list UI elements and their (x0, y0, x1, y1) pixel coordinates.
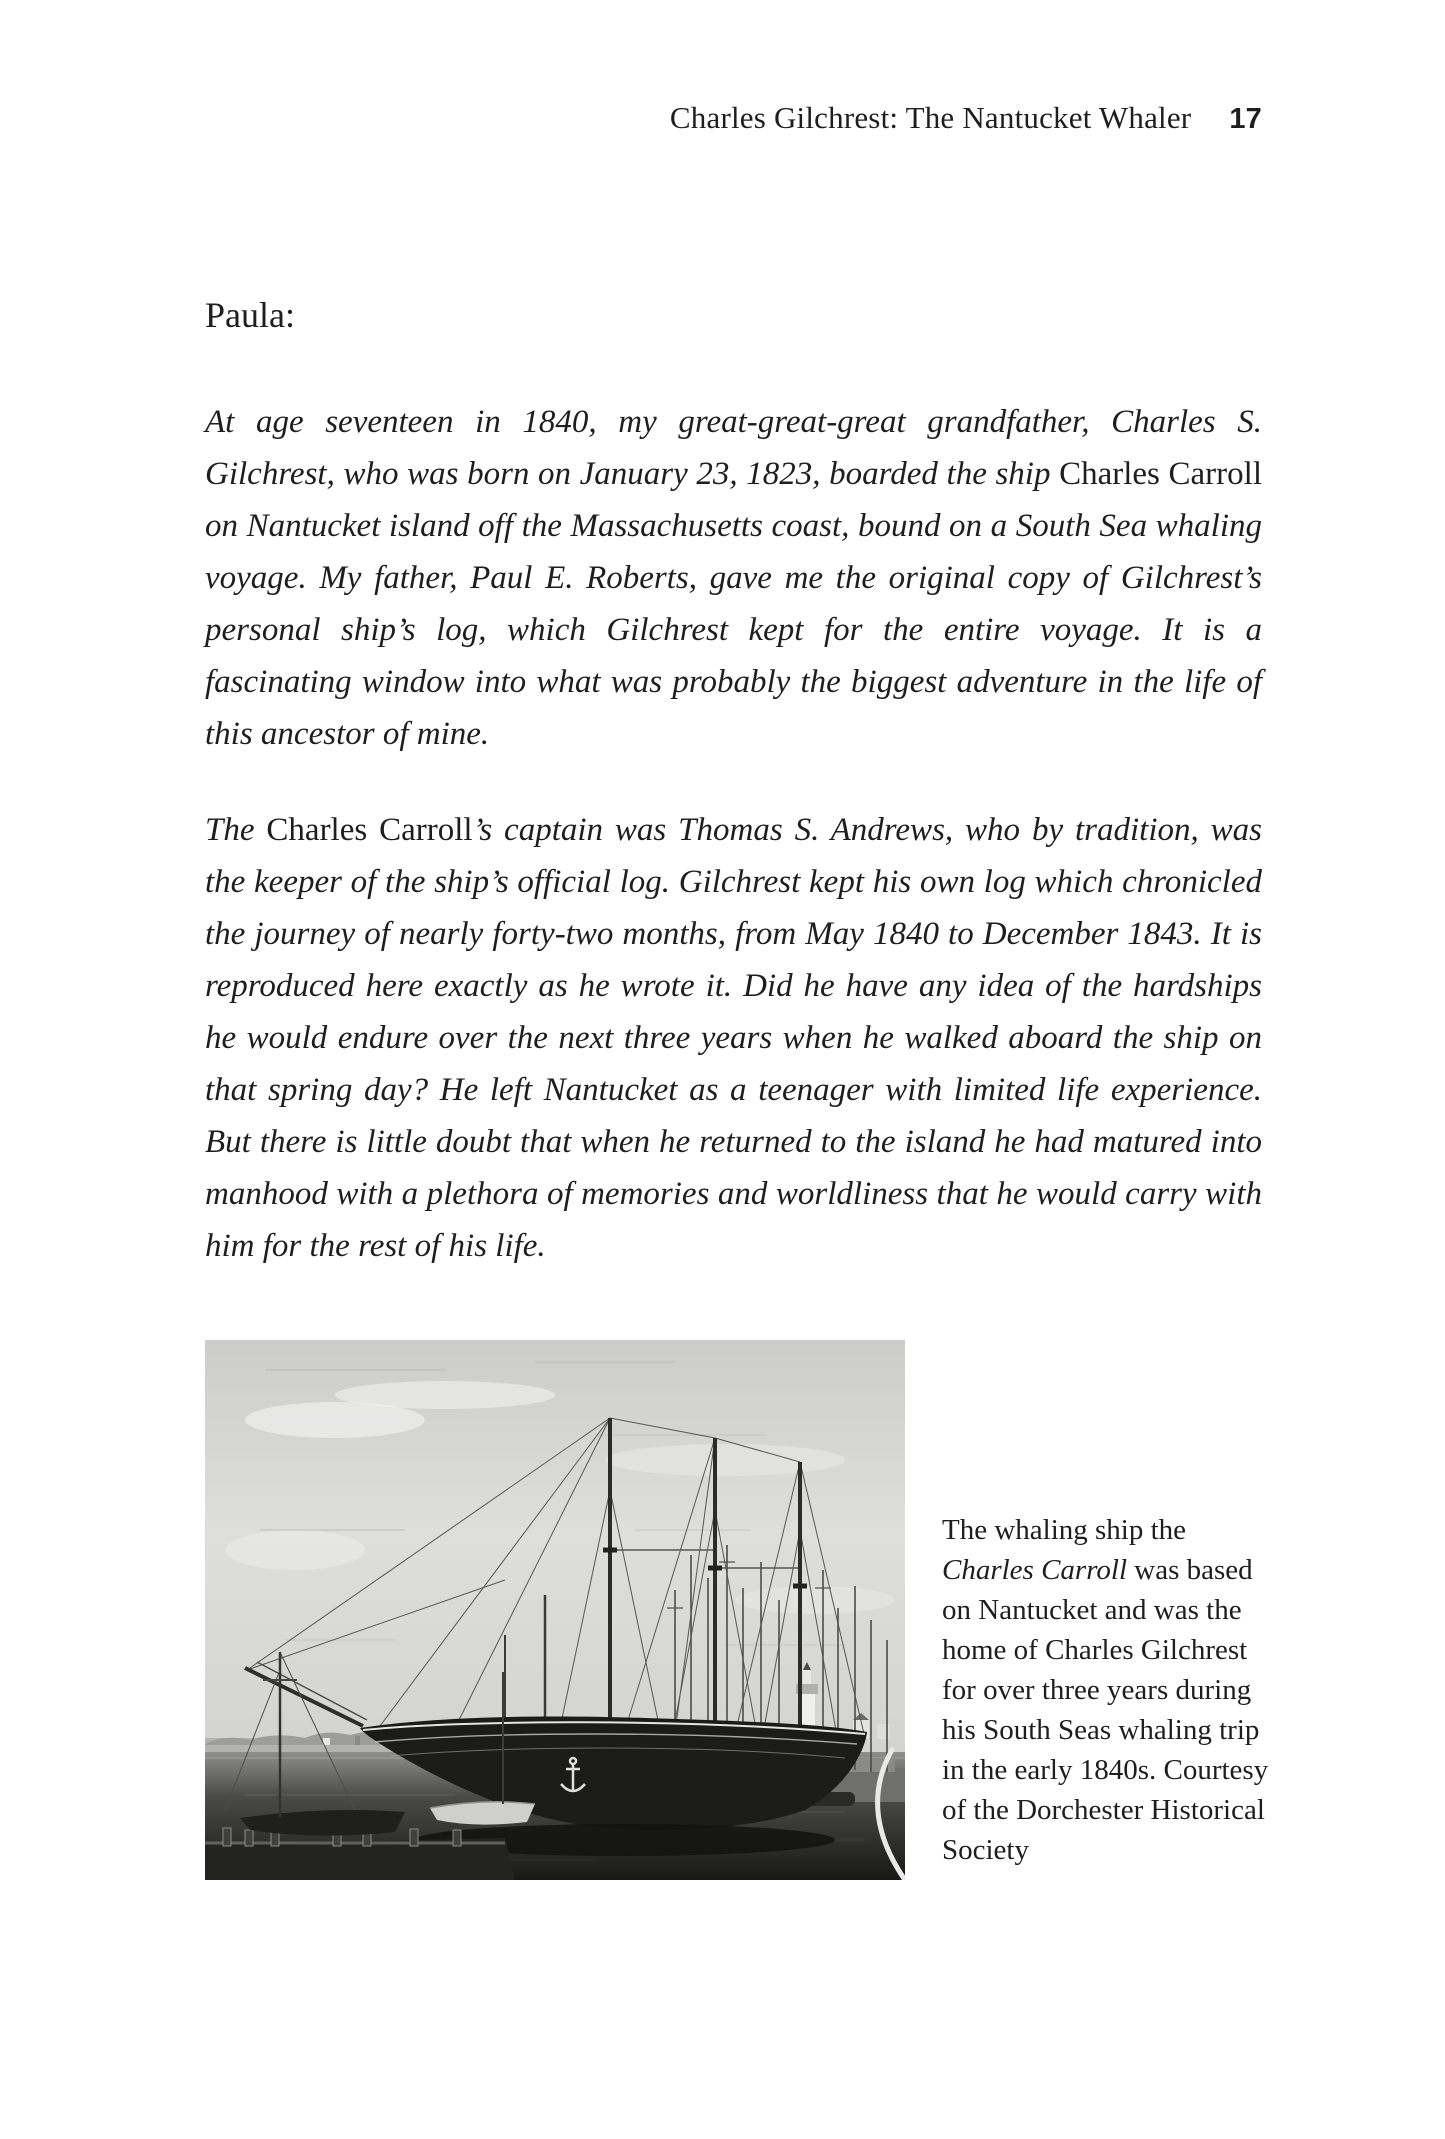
paragraph-1 (205, 396, 1262, 760)
paragraph-2-ship-name: Charles Carroll (266, 812, 473, 848)
running-header (205, 100, 1262, 136)
figure-block (205, 1340, 1269, 1900)
caption-segment: The whaling ship the (942, 1514, 1187, 1546)
paragraph-1-ship-name: Charles Carroll (1059, 456, 1262, 492)
running-header-title: Charles Gilchrest: The Nantucket Whaler (669, 100, 1192, 135)
salutation: Paula: (205, 295, 295, 335)
caption-ship-name: Charles Carroll (942, 1554, 1128, 1586)
caption-segment: was based on Nantucket and was the home of Charles Gilchrest for over three years during his South Seas whaling trip in the early 1840s. Courtesy of the Dorchester Historical Society (942, 1554, 1269, 1866)
paragraph-1-segment: on Nantucket island off the Massachusetts coast, bound on a South Sea whaling voyage. My father, Paul E. Roberts, gave me the original copy of Gilchrest’s personal ship’s log, which Gilchrest kept for the entire voyage. It is a fascinating window into what was probably the biggest adventure in the life of this ancestor of mine. (205, 508, 1262, 752)
photo-caption (942, 1510, 1272, 1870)
paragraph-2 (205, 804, 1262, 1272)
paragraph-1-segment: At age seventeen in 1840, my great-great-great grandfather, Charles S. Gilchrest, who was born on January 23, 1823, boarded the ship (205, 404, 1262, 492)
paragraph-2-segment: ’s captain was Thomas S. Andrews, who by tradition, was the keeper of the ship’s official log. Gilchrest kept his own log which chronicled the journey of nearly forty-two months, from May 1840 to December 1843. It is reproduced here exactly as he wrote it. Did he have any idea of the hardships he would endure over the next three years when he walked aboard the ship on that spring day? He left Nantucket as a teenager with limited life experience. But there is little doubt that when he returned to the island he had matured into manhood with a plethora of memories and worldliness that he would carry with him for the rest of his life. (205, 812, 1263, 1264)
page-number: 17 (1229, 103, 1262, 135)
whaling-ship-photo (205, 1340, 905, 1880)
paragraph-2-segment: The (205, 812, 267, 848)
